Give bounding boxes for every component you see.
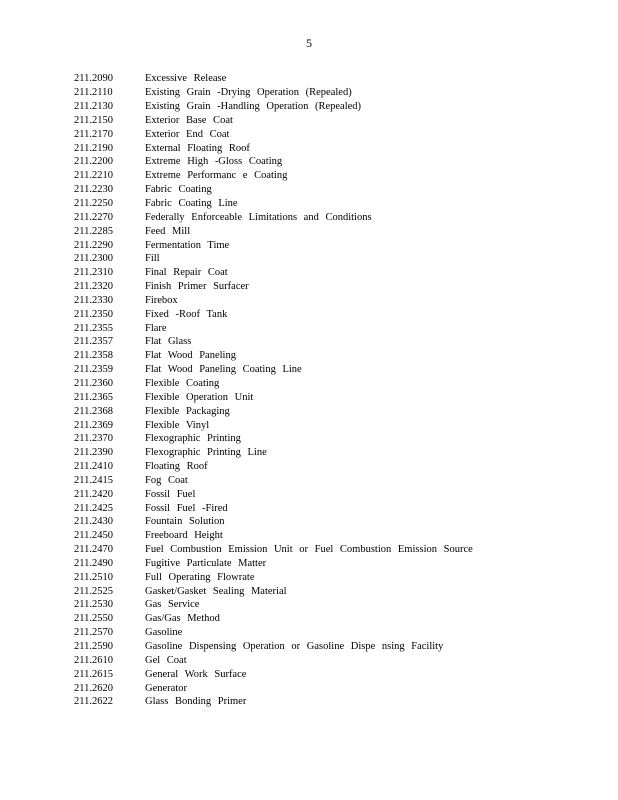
section-number: 211.2550 <box>74 613 113 625</box>
defined-term: Fill <box>145 253 160 265</box>
section-entry <box>74 515 594 529</box>
defined-term: Extreme High -Gloss Coating <box>145 156 283 168</box>
defined-term: Feed Mill <box>145 225 191 237</box>
section-entry <box>74 681 594 695</box>
section-number: 211.2250 <box>74 198 113 210</box>
section-entry <box>74 321 594 335</box>
defined-term: Fossil Fuel -Fired <box>145 502 228 514</box>
section-number: 211.2430 <box>74 516 113 528</box>
page-number: 5 <box>306 36 312 50</box>
defined-term: Flat Wood Paneling <box>145 350 236 362</box>
section-number: 211.2357 <box>74 336 113 348</box>
defined-term: Flexographic Printing <box>145 433 241 445</box>
defined-term: Fermentation Time <box>145 239 230 251</box>
defined-term: Fugitive Particulate Matter <box>145 557 267 569</box>
defined-term: Excessive Release <box>145 73 227 85</box>
defined-term: Extreme Performanc e Coating <box>145 170 288 182</box>
defined-term: Full Operating Flowrate <box>145 571 255 583</box>
section-number: 211.2150 <box>74 114 113 126</box>
defined-term: Exterior End Coat <box>145 128 230 140</box>
defined-term: Generator <box>145 682 187 694</box>
section-number: 211.2355 <box>74 322 113 334</box>
section-entry <box>74 307 594 321</box>
section-entry <box>74 335 594 349</box>
section-number: 211.2530 <box>74 599 113 611</box>
section-number: 211.2358 <box>74 350 113 362</box>
section-number: 211.2369 <box>74 419 113 431</box>
section-number: 211.2368 <box>74 405 113 417</box>
defined-term: Fabric Coating Line <box>145 198 238 210</box>
section-entry <box>74 197 594 211</box>
section-number: 211.2390 <box>74 447 113 459</box>
defined-term: Exterior Base Coat <box>145 114 233 126</box>
section-number: 211.2350 <box>74 308 113 320</box>
section-entry <box>74 446 594 460</box>
section-number: 211.2285 <box>74 225 113 237</box>
section-number: 211.2320 <box>74 281 113 293</box>
section-entry <box>74 266 594 280</box>
section-number: 211.2410 <box>74 461 113 473</box>
section-entry <box>74 210 594 224</box>
section-number: 211.2620 <box>74 682 113 694</box>
section-entry <box>74 612 594 626</box>
defined-term: Final Repair Coat <box>145 267 228 279</box>
section-number: 211.2450 <box>74 530 113 542</box>
section-number: 211.2425 <box>74 502 113 514</box>
defined-term: Fixed -Roof Tank <box>145 308 228 320</box>
section-entry <box>74 280 594 294</box>
section-number: 211.2310 <box>74 267 113 279</box>
defined-term: Flat Wood Paneling Coating Line <box>145 364 302 376</box>
section-number: 211.2270 <box>74 211 113 223</box>
defined-term: Gasoline <box>145 627 183 639</box>
section-number: 211.2365 <box>74 391 113 403</box>
section-entry <box>74 473 594 487</box>
section-entry <box>74 543 594 557</box>
section-number: 211.2370 <box>74 433 113 445</box>
section-number: 211.2490 <box>74 557 113 569</box>
section-number: 211.2590 <box>74 641 113 653</box>
section-entry <box>74 86 594 100</box>
section-number: 211.2510 <box>74 571 113 583</box>
section-entry <box>74 557 594 571</box>
section-number: 211.2359 <box>74 364 113 376</box>
section-entry <box>74 390 594 404</box>
section-number: 211.2110 <box>74 87 113 99</box>
defined-term: Firebox <box>145 294 178 306</box>
section-entry <box>74 626 594 640</box>
section-entry <box>74 598 594 612</box>
section-entry <box>74 127 594 141</box>
section-index-list <box>74 72 594 709</box>
defined-term: Finish Primer Surfacer <box>145 281 249 293</box>
section-entry <box>74 404 594 418</box>
defined-term: Fountain Solution <box>145 516 225 528</box>
defined-term: Fog Coat <box>145 474 188 486</box>
section-entry <box>74 487 594 501</box>
defined-term: Flexible Coating <box>145 377 220 389</box>
section-number: 211.2130 <box>74 101 113 113</box>
section-entry <box>74 653 594 667</box>
section-number: 211.2090 <box>74 73 113 85</box>
section-entry <box>74 349 594 363</box>
section-number: 211.2230 <box>74 184 113 196</box>
section-entry <box>74 294 594 308</box>
section-entry <box>74 224 594 238</box>
section-entry <box>74 238 594 252</box>
defined-term: Existing Grain -Handling Operation (Repealed) <box>145 101 362 113</box>
defined-term: Glass Bonding Primer <box>145 696 247 708</box>
section-entry <box>74 418 594 432</box>
section-entry <box>74 501 594 515</box>
section-number: 211.2170 <box>74 128 113 140</box>
section-entry <box>74 667 594 681</box>
defined-term: Gasket/Gasket Sealing Material <box>145 585 287 597</box>
defined-term: Flat Glass <box>145 336 192 348</box>
section-number: 211.2420 <box>74 488 113 500</box>
defined-term: Flexible Vinyl <box>145 419 210 431</box>
defined-term: Flexible Packaging <box>145 405 230 417</box>
section-entry <box>74 570 594 584</box>
section-number: 211.2622 <box>74 696 113 708</box>
section-entry <box>74 584 594 598</box>
section-entry <box>74 155 594 169</box>
section-entry <box>74 141 594 155</box>
section-number: 211.2290 <box>74 239 113 251</box>
section-number: 211.2525 <box>74 585 113 597</box>
defined-term: Gas/Gas Method <box>145 613 220 625</box>
section-entry <box>74 183 594 197</box>
section-number: 211.2360 <box>74 377 113 389</box>
section-entry <box>74 460 594 474</box>
defined-term: Flare <box>145 322 167 334</box>
defined-term: Gas Service <box>145 599 200 611</box>
defined-term: Floating Roof <box>145 461 208 473</box>
section-entry <box>74 252 594 266</box>
section-number: 211.2300 <box>74 253 113 265</box>
defined-term: General Work Surface <box>145 668 247 680</box>
defined-term: Freeboard Height <box>145 530 223 542</box>
section-entry <box>74 169 594 183</box>
section-entry <box>74 363 594 377</box>
defined-term: Fossil Fuel <box>145 488 196 500</box>
section-number: 211.2470 <box>74 544 113 556</box>
section-entry <box>74 432 594 446</box>
defined-term: Flexographic Printing Line <box>145 447 267 459</box>
defined-term: Flexible Operation Unit <box>145 391 254 403</box>
section-number: 211.2415 <box>74 474 113 486</box>
section-entry <box>74 100 594 114</box>
section-entry <box>74 72 594 86</box>
section-number: 211.2210 <box>74 170 113 182</box>
defined-term: Fuel Combustion Emission Unit or Fuel Combustion Emission Source <box>145 544 473 556</box>
defined-term: Federally Enforceable Limitations and Conditions <box>145 211 372 223</box>
defined-term: Gasoline Dispensing Operation or Gasoline Dispe nsing Facility <box>145 641 444 653</box>
section-entry <box>74 529 594 543</box>
defined-term: External Floating Roof <box>145 142 250 154</box>
section-number: 211.2200 <box>74 156 113 168</box>
section-number: 211.2610 <box>74 654 113 666</box>
section-number: 211.2190 <box>74 142 113 154</box>
defined-term: Existing Grain -Drying Operation (Repealed) <box>145 87 352 99</box>
section-entry <box>74 695 594 709</box>
section-number: 211.2615 <box>74 668 113 680</box>
section-entry <box>74 377 594 391</box>
section-entry <box>74 114 594 128</box>
section-number: 211.2570 <box>74 627 113 639</box>
defined-term: Gel Coat <box>145 654 187 666</box>
section-number: 211.2330 <box>74 294 113 306</box>
defined-term: Fabric Coating <box>145 184 212 196</box>
section-entry <box>74 640 594 654</box>
